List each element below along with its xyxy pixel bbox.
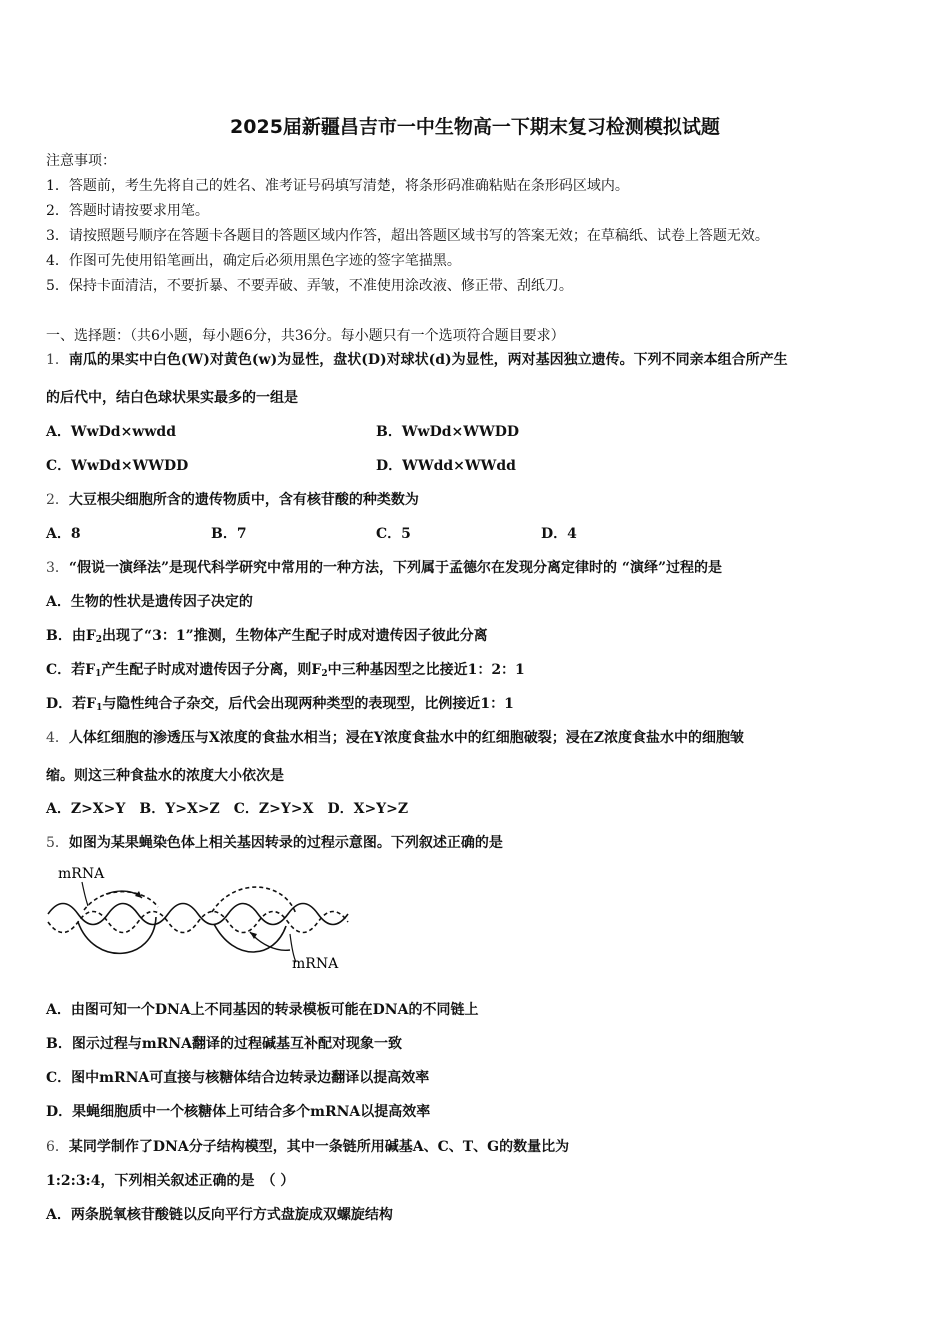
- options-row[interactable]: A．Z>X>Y B．Y>X>Z C．Z>Y>X D．X>Y>Z: [46, 801, 409, 817]
- transcription-bubble-left: [78, 917, 156, 953]
- mrna-right: [214, 924, 286, 952]
- question-1: [46, 350, 788, 370]
- question-number: 5．: [46, 835, 69, 851]
- question-text: “假说一演绎法”是现代科学研究中常用的一种方法，下列属于孟德尔在发现分离定律时的 “演绎”过程的是: [68, 560, 723, 576]
- option-b[interactable]: B．7: [211, 526, 247, 542]
- option-b[interactable]: B．WwDd×WWDD: [376, 424, 519, 440]
- option-a[interactable]: A．WwDd×wwdd: [46, 424, 176, 440]
- question-6-cont: 1:2:3:4，下列相关叙述正确的是 （ ）: [46, 1173, 295, 1189]
- notice-item: 3．请按照题号顺序在答题卡各题目的答题区域内作答，超出答题区域书写的答案无效；在草稿纸、试卷上答题无效。: [46, 228, 769, 244]
- option-a[interactable]: A．8: [46, 526, 81, 542]
- question-text: 大豆根尖细胞所含的遗传物质中，含有核苷酸的种类数为: [68, 492, 419, 508]
- section-heading: 一、选择题：（共6小题，每小题6分，共36分。每小题只有一个选项符合题目要求）: [46, 328, 565, 344]
- question-number: 6．: [46, 1139, 69, 1155]
- question-1-cont: 的后代中，结白色球状果实最多的一组是: [46, 390, 298, 406]
- notice-item: 5．保持卡面清洁，不要折暴、不要弄破、弄皱，不准使用涂改液、修正带、刮纸刀。: [46, 278, 573, 294]
- option-a[interactable]: A．由图可知一个DNA上不同基因的转录模板可能在DNA的不同链上: [46, 1002, 479, 1018]
- question-number: 2．: [46, 492, 69, 508]
- question-text: 某同学制作了DNA分子结构模型，其中一条链所用碱基A、C、T、G的数量比为: [68, 1139, 570, 1155]
- label-mrna-bottom: mRNA: [292, 956, 339, 972]
- question-5: [46, 833, 503, 853]
- option-b[interactable]: B．由$F_2$出现了“3：1”推测，生物体产生配子时成对遗传因子彼此分离: [46, 628, 488, 645]
- transcription-diagram: [44, 862, 354, 974]
- question-text: 如图为某果蝇染色体上相关基因转录的过程示意图。下列叙述正确的是: [68, 835, 503, 851]
- notice-heading: 注意事项：: [46, 153, 116, 169]
- option-d[interactable]: D．若$F_1$与隐性纯合子杂交，后代会出现两种类型的表现型，比例接近1：1: [46, 696, 514, 713]
- question-number: 3．: [46, 560, 69, 576]
- question-4-cont: 缩。则这三种食盐水的浓度大小依次是: [46, 768, 284, 784]
- option-c[interactable]: C．5: [376, 526, 411, 542]
- option-b[interactable]: B．图示过程与mRNA翻译的过程碱基互补配对现象一致: [46, 1036, 402, 1052]
- mrna-left: [84, 892, 158, 910]
- notice-item: 1．答题前，考生先将自己的姓名、准考证号码填写清楚，将条形码准确粘贴在条形码区域内。: [46, 178, 629, 194]
- question-6: [46, 1137, 569, 1157]
- question-number: 1．: [46, 352, 69, 368]
- question-3: [46, 558, 722, 578]
- question-2: [46, 490, 419, 510]
- question-number: 4．: [46, 730, 69, 746]
- label-mrna-top: mRNA: [58, 866, 105, 882]
- option-d[interactable]: D．4: [541, 526, 577, 542]
- notice-item: 2．答题时请按要求用笔。: [46, 203, 209, 219]
- option-c[interactable]: C．WwDd×WWDD: [46, 458, 189, 474]
- option-a[interactable]: A．两条脱氧核苷酸链以反向平行方式盘旋成双螺旋结构: [46, 1207, 393, 1223]
- question-text: 人体红细胞的渗透压与X浓度的食盐水相当；浸在Y浓度食盐水中的红细胞破裂；浸在Z浓度食盐水中的细胞皱: [68, 730, 744, 746]
- option-d[interactable]: D．果蝇细胞质中一个核糖体上可结合多个mRNA以提高效率: [46, 1104, 431, 1120]
- page-title: 2025届新疆昌吉市一中生物高一下期末复习检测模拟试题: [230, 116, 720, 138]
- question-text: 南瓜的果实中白色(W)对黄色(w)为显性，盘状(D)对球状(d)为显性，两对基因独立遗传。下列不同亲本组合所产生: [68, 352, 788, 368]
- question-4: [46, 728, 744, 748]
- notice-item: 4．作图可先使用铅笔画出，确定后必须用黑色字迹的签字笔描黑。: [46, 253, 461, 269]
- option-d[interactable]: D．WWdd×WWdd: [376, 458, 516, 474]
- option-c[interactable]: C．图中mRNA可直接与核糖体结合边转录边翻译以提高效率: [46, 1070, 430, 1086]
- option-c[interactable]: C．若$F_1$产生配子时成对遗传因子分离，则$F_2$中三种基因型之比接近1：2：1: [46, 662, 525, 679]
- option-a[interactable]: A．生物的性状是遗传因子决定的: [46, 594, 253, 610]
- mrna-pointer-top: [82, 882, 88, 906]
